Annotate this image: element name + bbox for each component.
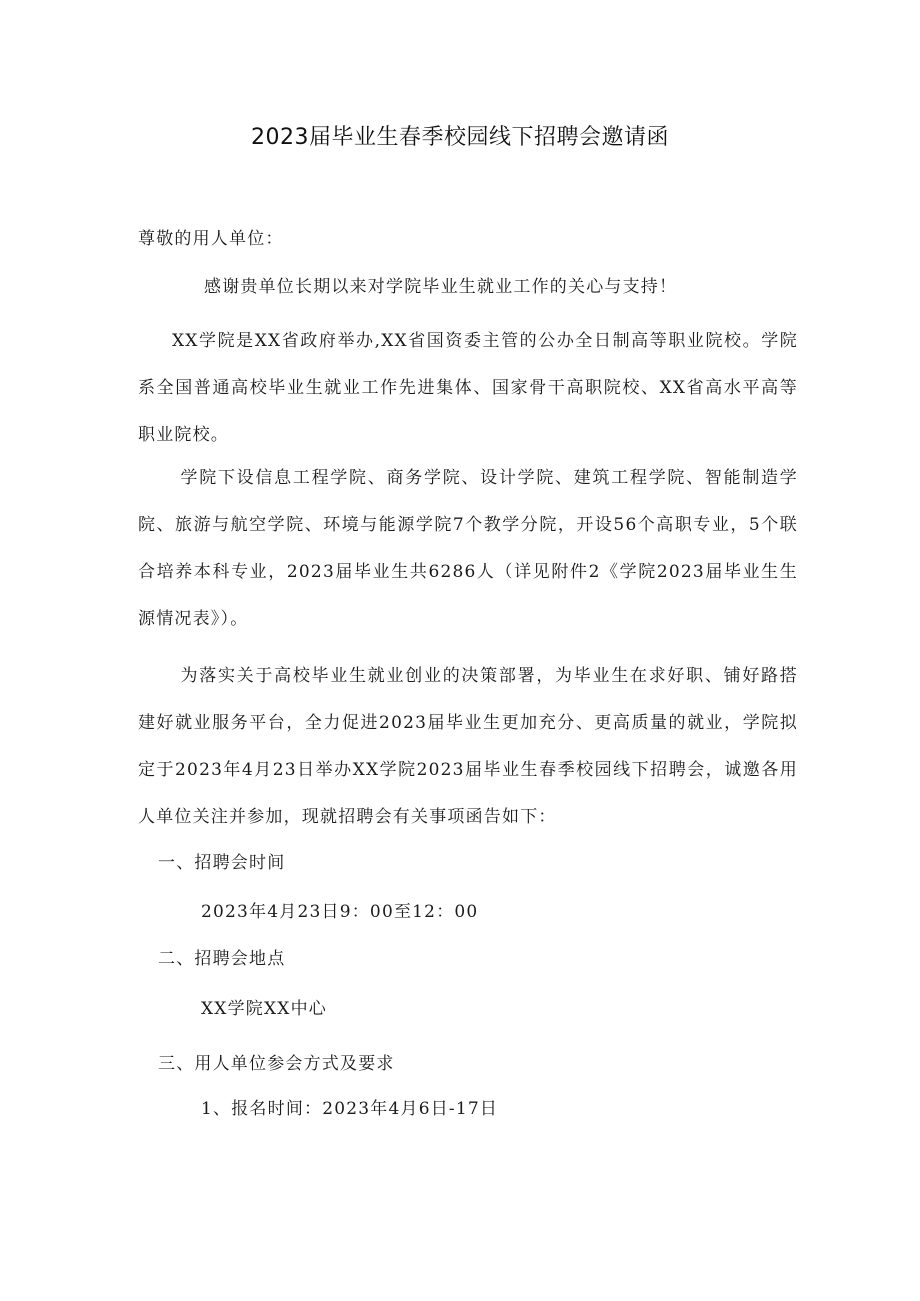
document-title: 2023届毕业生春季校园线下招聘会邀请函 [251,125,669,150]
paragraph-intro: XX学院是XX省政府举办,XX省国资委主管的公办全日制高等职业院校。学院系全国普通高校毕业生就业工作先进集体、国家骨干高职院校、XX省高水平高等职业院校。 [138,331,798,445]
section-heading-requirements: 三、用人单位参会方式及要求 [158,1054,395,1074]
salutation: 尊敬的用人单位： [138,229,284,249]
paragraph-purpose: 为落实关于高校毕业生就业创业的决策部署，为毕业生在求好职、铺好路搭建好就业服务平台，全力促进2023届毕业生更加充分、更高质量的就业，学院拟定于2023年4月23日举办XX学院2023届毕业生春季校园线下招聘会，诚邀各用人单位关注并参加，现就招聘会有关事项函告如下： [138,666,798,827]
section-value-location: XX学院XX中心 [201,999,328,1019]
section-heading-time: 一、招聘会时间 [158,853,286,873]
section-item-registration-time: 1、报名时间：2023年4月6日-17日 [201,1099,499,1119]
section-heading-location: 二、招聘会地点 [158,949,286,969]
section-value-time: 2023年4月23日9：00至12：00 [201,902,479,922]
paragraph-schools: 学院下设信息工程学院、商务学院、设计学院、建筑工程学院、智能制造学院、旅游与航空学院、环境与能源学院7个教学分院，开设56个高职专业，5个联合培养本科专业，2023届毕业生共6286人（详见附件2《学院2023届毕业生生源情况表》）。 [138,468,798,629]
paragraph-thanks: 感谢贵单位长期以来对学院毕业生就业工作的关心与支持！ [204,277,678,297]
